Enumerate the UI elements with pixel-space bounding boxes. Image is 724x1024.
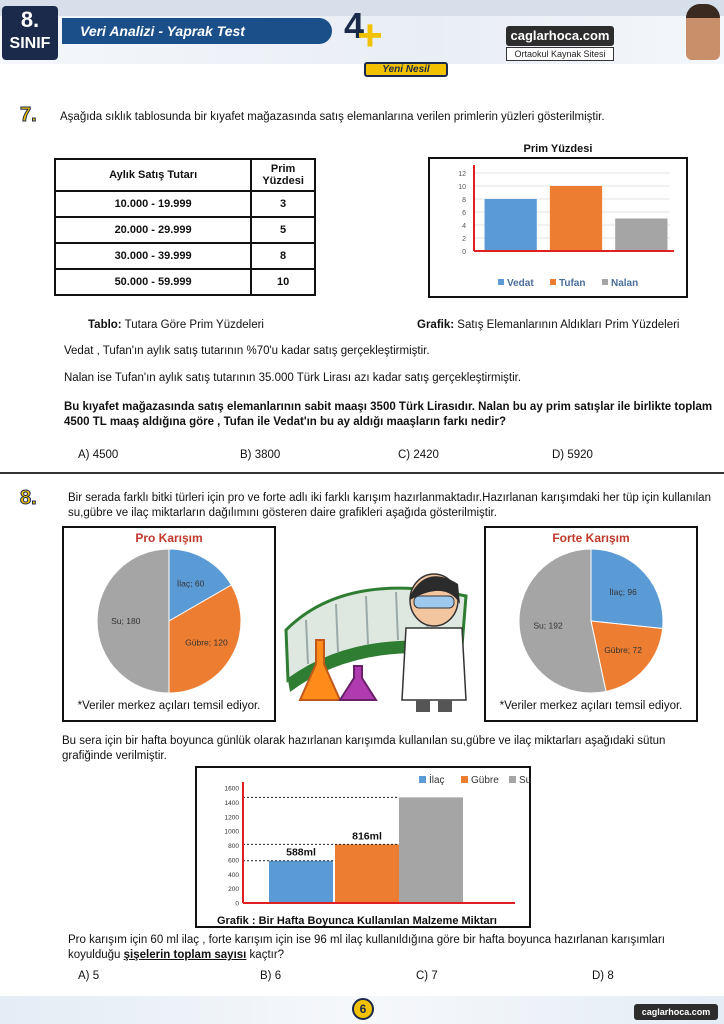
prim-chart-frame [428, 157, 688, 298]
option-d[interactable]: D) 8 [592, 970, 614, 982]
table-cell: 10.000 - 19.999 [55, 191, 251, 217]
question-part: kaçtır? [246, 949, 285, 961]
question-number: 7. [20, 104, 37, 126]
data-label: 588ml [286, 846, 316, 859]
bar-1 [335, 844, 399, 903]
caption-label: Tablo: [88, 319, 122, 331]
slice-label: Gübre; 120 [185, 637, 228, 648]
table-cell: 30.000 - 39.999 [55, 243, 251, 269]
weekly-chart-frame [195, 766, 531, 928]
slice-label: Su; 192 [533, 620, 563, 631]
bar-2 [399, 797, 463, 903]
pro-pie-chart [64, 545, 274, 695]
question-number: 8. [20, 487, 37, 509]
chart-title: Prim Yüzdesi [523, 143, 593, 155]
info-line-1: Vedat , Tufan'ın aylık satış tutarının %70'u kadar satış gerçekleştirmiştir. [64, 345, 430, 357]
data-label: 816ml [352, 830, 382, 843]
table-cell: 5 [251, 217, 315, 243]
logo-number: 4 [343, 5, 365, 46]
plus-icon: + [357, 11, 383, 60]
y-tick-label: 400 [228, 871, 239, 879]
y-tick-label: 0 [462, 249, 466, 256]
bar-0 [269, 861, 333, 903]
option-b[interactable]: B) 3800 [240, 449, 281, 461]
table-cell: 50.000 - 59.999 [55, 269, 251, 295]
y-tick-label: 1000 [224, 828, 239, 836]
chart-caption [417, 318, 680, 333]
caption-label: Grafik : [217, 915, 256, 927]
y-tick-label: 2 [462, 236, 466, 243]
scientist-icon [402, 574, 466, 712]
question-part: Pro karışım için 60 ml ilaç , forte karışım için ise 96 ml ilaç kullanıldığına göre bir hafta boyunca hazırlanan karışımları koyulduğu [68, 934, 665, 961]
table-cell: 8 [251, 243, 315, 269]
question-text [68, 933, 718, 963]
caption-text: Satış Elemanlarının Aldıkları Prim Yüzdeleri [454, 319, 680, 331]
option-d[interactable]: D) 5920 [552, 449, 593, 461]
logo-4-plus [334, 6, 396, 58]
table-cell: 3 [251, 191, 315, 217]
question-intro: Aşağıda sıklık tablosunda bir kıyafet mağazasında satış elemanlarına verilen primlerin yüzleri gösterilmiştir. [60, 111, 605, 123]
section-divider [0, 472, 724, 474]
legend-swatch [509, 776, 516, 783]
pro-pie-frame [62, 526, 276, 722]
frequency-table [54, 158, 316, 296]
option-b[interactable]: B) 6 [260, 970, 282, 982]
y-tick-label: 10 [458, 184, 466, 191]
y-tick-label: 6 [462, 210, 466, 217]
slice-label: İlaç; 60 [176, 578, 205, 589]
question-emphasis: şişelerin toplam sayısı [123, 949, 247, 961]
y-tick-label: 200 [228, 886, 239, 894]
grade-number: 8. [20, 7, 40, 32]
chart-caption [197, 915, 529, 927]
y-tick-label: 4 [462, 223, 466, 230]
option-c[interactable]: C) 7 [416, 970, 438, 982]
bar-vedat [485, 199, 537, 251]
y-tick-label: 600 [228, 857, 239, 865]
greenhouse-scientist-illustration [276, 560, 482, 720]
legend-swatch [461, 776, 468, 783]
legend-entry: Tufan [559, 278, 586, 289]
pie-note: *Veriler merkez açıları temsil ediyor. [499, 700, 683, 712]
legend-swatch [498, 279, 504, 285]
table-row [55, 191, 315, 217]
forte-pie-chart [486, 545, 696, 695]
question-intro: Bir serada farklı bitki türleri için pro ve forte adlı iki farklı karışım hazırlanmaktadır.Hazırlanan karışımdaki her tüp için kullanılan su,gübre ve ilaç miktarların dağılımını gösteren daire grafikleri aşağıda gösterilmiştir. [68, 492, 711, 519]
option-c[interactable]: C) 2420 [398, 449, 439, 461]
bar-tufan [550, 186, 602, 251]
site-logo[interactable]: caglarhoca.com [506, 26, 614, 46]
pie-note: *Veriler merkez açıları temsil ediyor. [77, 700, 261, 712]
legend-entry: Gübre [471, 775, 499, 786]
bar-nalan [615, 219, 667, 252]
footer-site-link[interactable]: caglarhoca.com [634, 1004, 718, 1020]
topic-title: Veri Analizi - Yaprak Test [62, 18, 332, 44]
legend-swatch [602, 279, 608, 285]
y-tick-label: 800 [228, 843, 239, 850]
table-header: Prim Yüzdesi [251, 159, 315, 191]
legend-entry: Su [519, 775, 532, 786]
slice-label: Gübre; 72 [604, 644, 643, 655]
prim-bar-chart [430, 159, 686, 296]
slice-label: İlaç; 96 [609, 587, 637, 598]
legend-entry: İlaç [429, 775, 445, 786]
table-row [55, 243, 315, 269]
table-cell: 20.000 - 29.999 [55, 217, 251, 243]
legend-swatch [419, 776, 426, 783]
site-subtitle: Ortaokul Kaynak Sitesi [506, 47, 614, 61]
weekly-bar-chart [197, 768, 532, 910]
forte-pie-frame [484, 526, 698, 722]
y-tick-label: 8 [462, 197, 466, 204]
yeni-nesil-badge: Yeni Nesil [364, 62, 448, 77]
caption-text: Tutara Göre Prim Yüzdeleri [121, 319, 264, 331]
legend-entry: Nalan [611, 278, 639, 289]
table-row [55, 269, 315, 295]
pie-title: Forte Karışım [552, 531, 630, 545]
grade-label: SINIF [9, 35, 51, 52]
y-tick-label: 1200 [224, 814, 239, 822]
slice-label: Su; 180 [111, 616, 141, 626]
table-cell: 10 [251, 269, 315, 295]
option-a[interactable]: A) 4500 [78, 449, 119, 461]
caption-text: Bir Hafta Boyunca Kullanılan Malzeme Miktarı [255, 915, 497, 927]
option-a[interactable]: A) 5 [78, 970, 100, 982]
pie-title: Pro Karışım [135, 531, 203, 545]
legend-entry: Vedat [507, 278, 534, 289]
y-tick-label: 12 [458, 171, 466, 178]
caption-label: Grafik: [417, 319, 455, 331]
question-text: Bu kıyafet mağazasında satış elemanlarının sabit maaşı 3500 Türk Lirasıdır. Nalan bu ay prim satışlar ile birlikte toplam 4500 TL maaş aldığına göre , Tufan ile Vedat'ın bu ay aldığı maaşların farkı nedir? [64, 401, 713, 428]
grade-badge [2, 6, 58, 60]
y-tick-label: 1600 [224, 785, 239, 793]
table-row [55, 217, 315, 243]
footer-logo: 6 [352, 998, 374, 1020]
bar-intro: Bu sera için bir hafta boyunca günlük olarak hazırlanan karışımda kullanılan su,gübre ve ilaç miktarları aşağıdaki sütun grafiğinde verilmiştir. [62, 735, 666, 762]
info-line-2: Nalan ise Tufan'ın aylık satış tutarının 35.000 Türk Lirası azı kadar satış gerçekleştirmiştir. [64, 372, 522, 384]
y-tick-label: 1400 [224, 799, 239, 807]
table-header: Aylık Satış Tutarı [55, 159, 251, 191]
table-caption [88, 318, 264, 333]
legend-swatch [550, 279, 556, 285]
y-tick-label: 0 [235, 900, 239, 908]
